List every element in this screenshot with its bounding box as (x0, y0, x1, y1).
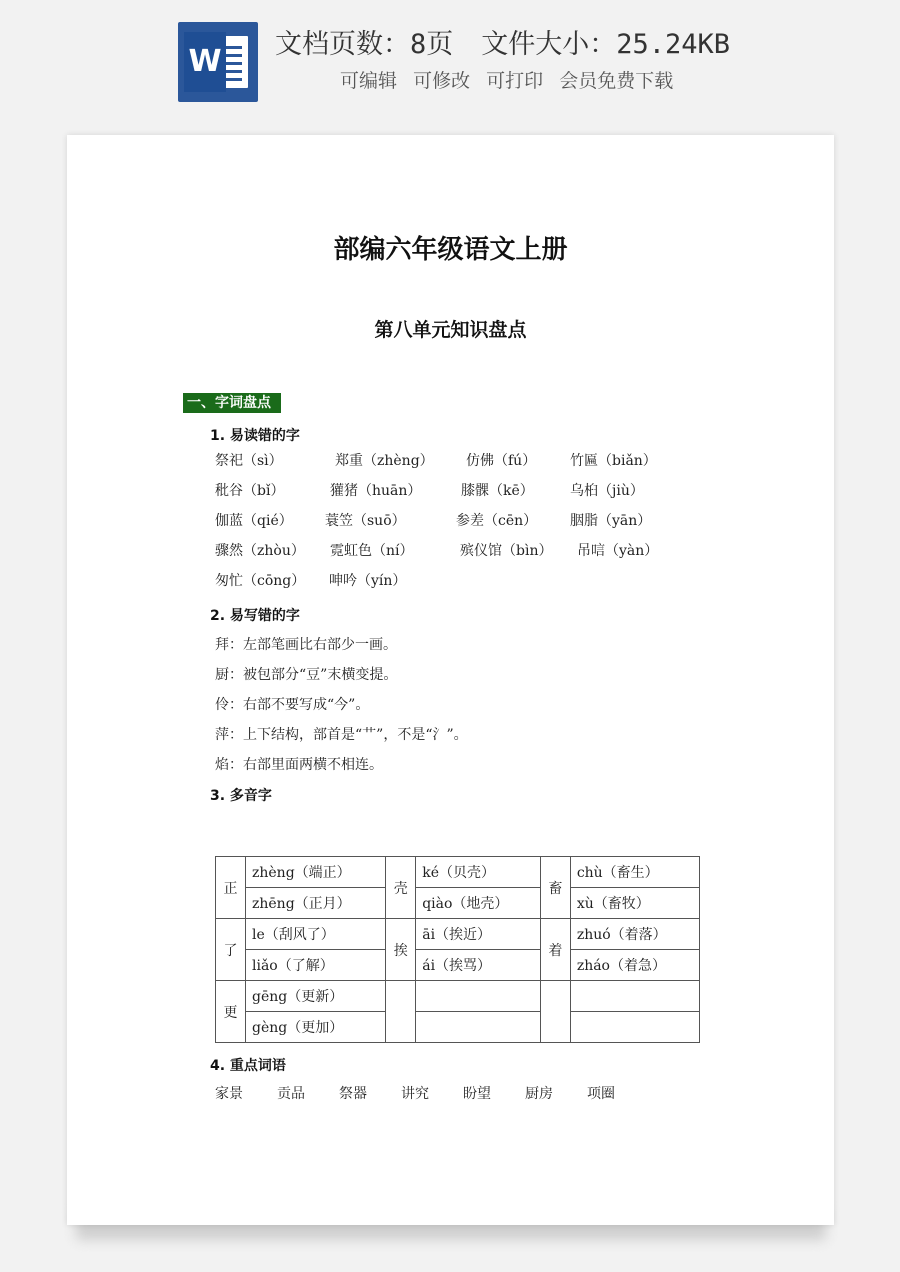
feature-editable: 可编辑 (340, 70, 398, 92)
key-word: 家景 (215, 1086, 243, 1102)
feature-printable: 可打印 (486, 70, 544, 92)
key-word: 盼望 (463, 1086, 491, 1102)
table-row (216, 888, 700, 919)
empty-cell (570, 981, 699, 1012)
document-page (67, 135, 834, 1225)
polyphone-reading: zháo（着急） (570, 950, 699, 981)
easy-read-item: 殡仪馆（bìn） (460, 543, 553, 559)
key-word: 讲究 (401, 1086, 429, 1102)
easy-write-line: 拜：左部笔画比右部少一画。 (215, 637, 397, 653)
key-word: 祭器 (339, 1086, 367, 1102)
page-count: 文档页数：8页 (275, 29, 454, 60)
table-row (216, 981, 700, 1012)
easy-read-item: 伽蓝（qié） (215, 513, 293, 529)
easy-read-item: 霓虹色（ní） (330, 543, 414, 559)
key-word: 贡品 (277, 1086, 305, 1102)
download-info-header (0, 0, 900, 120)
easy-write-line: 焰：右部里面两横不相连。 (215, 757, 383, 773)
key-word: 项圈 (587, 1086, 615, 1102)
file-size: 文件大小：25.24KB (481, 29, 731, 60)
polyphone-reading: zhuó（着落） (570, 919, 699, 950)
easy-read-item: 竹匾（biǎn） (570, 453, 657, 469)
easy-read-item: 郑重（zhèng） (335, 453, 434, 469)
polyphone-reading: xù（畜牧） (570, 888, 699, 919)
subheading-polyphones: 3. 多音字 (210, 788, 272, 804)
easy-read-item: 呻吟（yín） (329, 573, 407, 589)
document-title: 部编六年级语文上册 (333, 235, 568, 265)
polyphone-table (215, 856, 700, 1043)
table-row (216, 1012, 700, 1043)
empty-cell (386, 981, 416, 1043)
key-words-list (215, 1083, 649, 1103)
easy-read-item: 蓑笠（suō） (325, 513, 406, 529)
polyphone-reading: chù（畜生） (570, 857, 699, 888)
easy-read-item: 乌桕（jiù） (570, 483, 644, 499)
easy-write-line: 伶：右部不要写成“今”。 (215, 697, 370, 713)
subheading-easy-read: 1. 易读错的字 (210, 428, 300, 444)
empty-cell (416, 981, 541, 1012)
polyphone-char: 挨 (386, 919, 416, 981)
polyphone-char: 壳 (386, 857, 416, 919)
polyphone-char: 了 (216, 919, 246, 981)
easy-read-item: 骤然（zhòu） (215, 543, 305, 559)
file-meta (275, 22, 758, 61)
table-row (216, 950, 700, 981)
word-document-icon (178, 22, 258, 102)
feature-modifiable: 可修改 (413, 70, 471, 92)
easy-read-item: 仿佛（fú） (466, 453, 537, 469)
word-logo-letter: W (184, 32, 226, 92)
easy-write-line: 萍：上下结构，部首是“艹”，不是“氵”。 (215, 727, 468, 743)
polyphone-reading: zhēng（正月） (246, 888, 386, 919)
empty-cell (540, 981, 570, 1043)
polyphone-reading: gēng（更新） (246, 981, 386, 1012)
polyphone-reading: ké（贝壳） (416, 857, 541, 888)
polyphone-reading: zhèng（端正） (246, 857, 386, 888)
polyphone-reading: āi（挨近） (416, 919, 541, 950)
polyphone-reading: le（刮风了） (246, 919, 386, 950)
easy-read-item: 秕谷（bǐ） (215, 483, 285, 499)
easy-read-item: 吊唁（yàn） (577, 543, 659, 559)
polyphone-char: 着 (540, 919, 570, 981)
subheading-key-words: 4. 重点词语 (210, 1058, 286, 1074)
polyphone-char: 更 (216, 981, 246, 1043)
easy-read-item: 祭祀（sì） (215, 453, 283, 469)
empty-cell (416, 1012, 541, 1043)
easy-read-item: 膝髁（kē） (461, 483, 534, 499)
feature-free-download: 会员免费下载 (559, 70, 674, 92)
subheading-easy-write: 2. 易写错的字 (210, 608, 300, 624)
polyphone-char: 正 (216, 857, 246, 919)
key-word: 厨房 (525, 1086, 553, 1102)
feature-list (340, 66, 683, 93)
polyphone-reading: ái（挨骂） (416, 950, 541, 981)
document-subtitle: 第八单元知识盘点 (374, 319, 527, 341)
easy-read-item: 獾猪（huān） (330, 483, 422, 499)
section-heading-words: 一、字词盘点 (183, 393, 281, 413)
empty-cell (570, 1012, 699, 1043)
table-row (216, 857, 700, 888)
easy-read-item: 参差（cēn） (456, 513, 538, 529)
polyphone-reading: gèng（更加） (246, 1012, 386, 1043)
easy-write-line: 厨：被包部分“豆”末横变提。 (215, 667, 398, 683)
polyphone-reading: liǎo（了解） (246, 950, 386, 981)
polyphone-reading: qiào（地壳） (416, 888, 541, 919)
easy-read-item: 匆忙（cōng） (215, 573, 306, 589)
table-row (216, 919, 700, 950)
polyphone-char: 畜 (540, 857, 570, 919)
easy-read-item: 胭脂（yān） (570, 513, 652, 529)
